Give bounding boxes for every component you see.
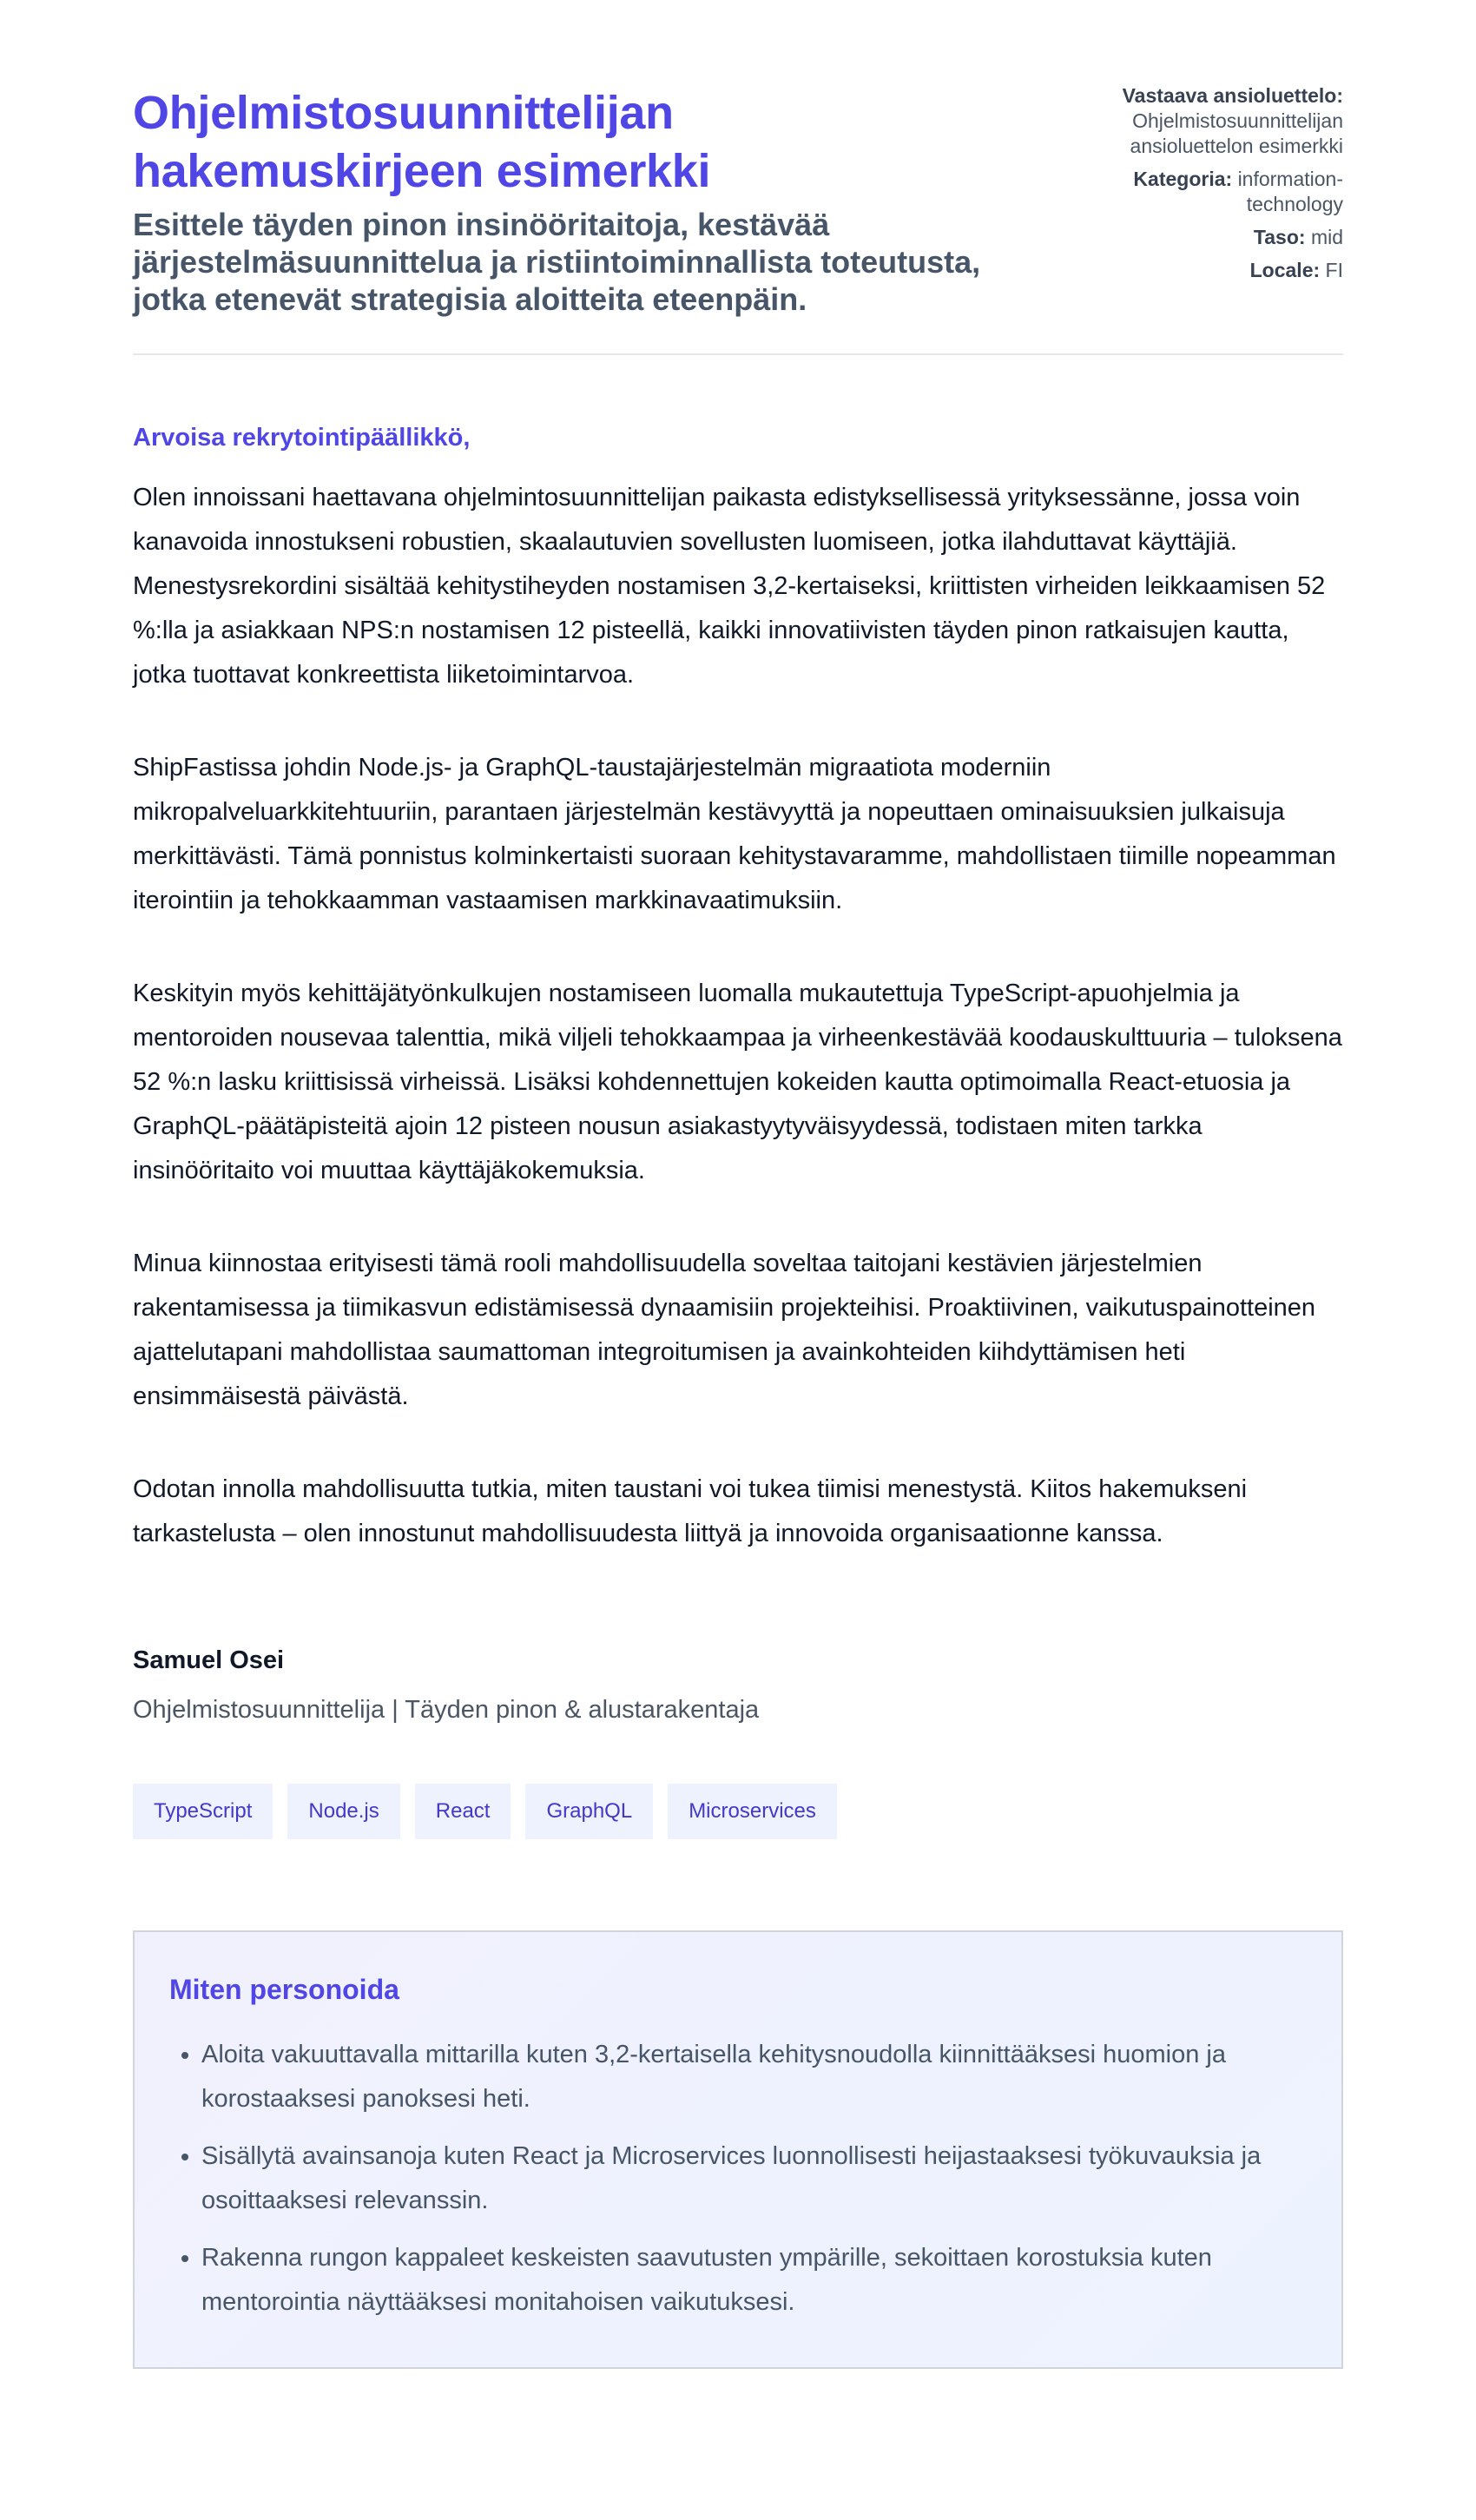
page-header <box>133 0 1343 355</box>
meta-level-value: mid <box>1310 226 1343 248</box>
meta-category <box>1065 167 1343 217</box>
tip-item: • Sisällytä avainsanoja kuten React ja Microservices luonnollisesti heijastaaksesi työkuvauksia ja osoittaaksesi relevanssin. <box>201 2134 1307 2223</box>
meta-level <box>1065 225 1343 250</box>
letter-paragraph: Odotan innolla mahdollisuutta tutkia, miten taustani voi tukea tiimisi menestystä. Kiitos hakemukseni tarkastelusta – olen innostunut mahdollisuudesta liittyä ja innovoida organisaationne kanssa. <box>133 1475 1248 1547</box>
page-title: Ohjelmistosuunnittelijan hakemuskirjeen esimerkki <box>133 87 711 197</box>
skill-tag: TypeScript <box>133 1784 273 1839</box>
meta-category-label: Kategoria: <box>1133 168 1233 190</box>
letter-body <box>133 420 1343 1556</box>
signature-title: Ohjelmistosuunnittelija | Täyden pinon & alustarakentaja <box>133 1696 760 1724</box>
tips-title: Miten personoida <box>169 1974 399 2005</box>
personalization-tips-box <box>133 1930 1343 2369</box>
meta-related-label: Vastaava ansioluettelo: <box>1122 84 1343 107</box>
salutation: Arvoisa rekrytointipäällikkö, <box>133 424 471 452</box>
letter-paragraph: Minua kiinnostaa erityisesti tämä rooli mahdollisuudella soveltaa taitojani kestävien järjestelmien rakentamisessa ja tiimikasvun edistämisessä dynaamisiin projekteihisi. Proaktiivinen, vaikutuspainotteinen ajattelutapani mahdollistaa saumattoman integroitumisen ja avainkohteiden kiihdyttämisen heti ensimmäisestä päivästä. <box>133 1250 1316 1410</box>
meta-related-resume <box>1065 83 1343 159</box>
skill-tag: Microservices <box>668 1784 837 1839</box>
letter-paragraph: Olen innoissani haettavana ohjelmintosuunnittelijan paikasta edistyksellisessä yrityksessänne, jossa voin kanavoida innostukseni robustien, skaalautuvien sovellusten luomiseen, jotka ilahduttavat käyttäjiä. Menestysrekordini sisältää kehitystiheyden nostamisen 3,2-kertaiseksi, kriittisten virheiden leikkaamisen 52 %:lla ja asiakkaan NPS:n nostamisen 12 pisteellä, kaikki innovatiivisten täyden pinon ratkaisujen kautta, jotka tuottavat konkreettista liiketoimintarvoa. <box>133 484 1326 689</box>
skill-tags <box>133 1784 1343 1839</box>
page-subtitle: Esittele täyden pinon insinööritaitoja, kestävää järjestelmäsuunnittelua ja ristiintoiminnallista toteutusta, jotka etenevät strategisia aloitteita eteenpäin. <box>133 207 981 317</box>
skill-tag: React <box>415 1784 511 1839</box>
meta-category-value: information-technology <box>1237 168 1343 215</box>
meta-panel <box>1065 83 1343 291</box>
tips-list <box>169 2033 1307 2325</box>
signature-block <box>133 1643 1343 1727</box>
letter-paragraph: ShipFastissa johdin Node.js- ja GraphQL-taustajärjestelmän migraatiota moderniin mikropalveluarkkitehtuuriin, parantaen järjestelmän kestävyyttä ja nopeuttaen ominaisuuksien julkaisuja merkittävästi. Tämä ponnistus kolminkertaisti suoraan kehitystavaramme, mahdollistaen tiimille nopeamman iterointiin ja tehokkaamman vastaamisen markkinavaatimuksiin. <box>133 754 1336 914</box>
letter-paragraph: Keskityin myös kehittäjätyönkulkujen nostamiseen luomalla mukautettuja TypeScript-apuohjelmia ja mentoroiden nousevaa talenttia, mikä viljeli tehokkaampaa ja virheenkestävää koodauskulttuuria – tuloksena 52 %:n lasku kriittisissä virheissä. Lisäksi kohdennettujen kokeiden kautta optimoimalla React-etuosia ja GraphQL-päätäpisteitä ajoin 12 pisteen nousun asiakastyytyväisyydessä, todistaen miten tarkka insinööritaito voi muuttaa käyttäjäkokemuksia. <box>133 980 1342 1184</box>
signature-name: Samuel Osei <box>133 1646 285 1674</box>
tip-item: • Aloita vakuuttavalla mittarilla kuten 3,2-kertaisella kehitysnoudolla kiinnittääksesi huomion ja korostaaksesi panoksesi heti. <box>201 2033 1307 2121</box>
tip-item: • Rakenna rungon kappaleet keskeisten saavutusten ympärille, sekoittaen korostuksia kuten mentorointia näyttääksesi monitahoisen vaikutuksesi. <box>201 2236 1307 2325</box>
meta-related-value: Ohjelmistosuunnittelijan ansioluettelon esimerkki <box>1130 109 1343 157</box>
meta-locale-label: Locale: <box>1249 259 1321 281</box>
meta-level-label: Taso: <box>1253 226 1306 248</box>
skill-tag: Node.js <box>287 1784 399 1839</box>
skill-tag: GraphQL <box>525 1784 653 1839</box>
meta-locale <box>1065 258 1343 283</box>
meta-locale-value: FI <box>1325 259 1343 281</box>
